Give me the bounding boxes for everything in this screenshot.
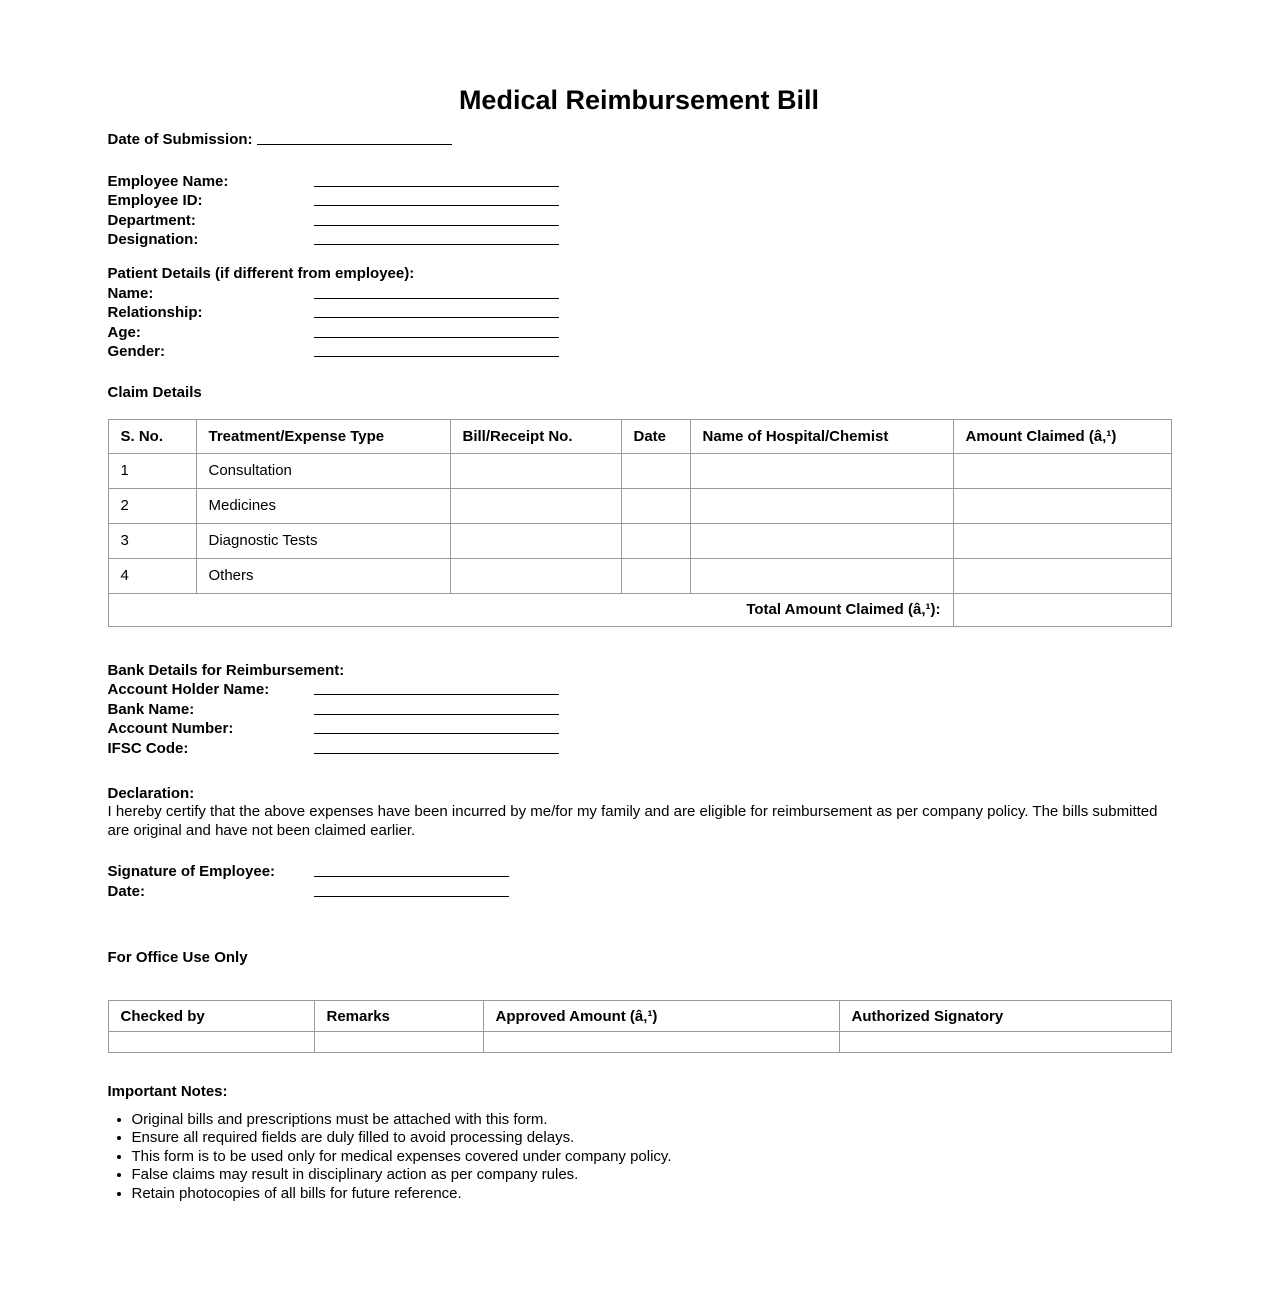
claim-cell-bill-empty [450, 523, 621, 558]
office-table-header-row [108, 1001, 1171, 1032]
signature-date-line [314, 883, 509, 897]
employee-id-label: Employee ID: [107, 192, 203, 210]
relationship-line [314, 304, 559, 318]
claim-cell-hospital-empty [690, 558, 953, 593]
office-cell-remarks-empty [314, 1032, 483, 1053]
relationship-label: Relationship: [107, 304, 203, 322]
designation-line [314, 231, 559, 245]
claim-cell-sno: 3 [108, 523, 196, 558]
claim-header-date: Date [621, 419, 690, 453]
claim-cell-hospital-empty [690, 523, 953, 558]
employee-name-line [314, 173, 559, 187]
office-use-table [108, 1000, 1172, 1053]
note-item: • Retain photocopies of all bills for future reference. [132, 1185, 1171, 1204]
declaration-heading: Declaration: [107, 784, 195, 802]
claim-cell-bill-empty [450, 453, 621, 488]
patient-name-label: Name: [107, 284, 154, 302]
note-item: • This form is to be used only for medical expenses covered under company policy. [132, 1148, 1171, 1167]
important-notes-block [108, 1083, 1171, 1204]
document-page [108, 0, 1171, 1204]
field-row-account-number [108, 719, 1171, 739]
claim-table-total-row [108, 593, 1171, 626]
important-notes-list [108, 1111, 1171, 1204]
claim-cell-date-empty [621, 453, 690, 488]
age-line [314, 324, 559, 338]
date-of-submission-label: Date of Submission: [107, 131, 253, 148]
account-holder-line [314, 681, 559, 695]
claim-table-row [108, 558, 1171, 593]
employee-id-line [314, 192, 559, 206]
claim-header-amount: Amount Claimed (â‚¹) [953, 419, 1171, 453]
total-amount-cell-empty [953, 593, 1171, 626]
claim-details-heading: Claim Details [107, 383, 202, 401]
date-of-submission-line [257, 131, 452, 145]
ifsc-code-label: IFSC Code: [107, 739, 189, 757]
field-row-employee-name [108, 172, 1171, 192]
note-item: • False claims may result in disciplinary action as per company rules. [132, 1166, 1171, 1185]
field-row-employee-id [108, 191, 1171, 211]
field-row-relationship [108, 303, 1171, 323]
account-holder-label: Account Holder Name: [107, 681, 270, 699]
office-header-remarks: Remarks [314, 1001, 483, 1032]
account-number-line [314, 720, 559, 734]
office-cell-authorized-signatory-empty [839, 1032, 1171, 1053]
gender-label: Gender: [107, 343, 166, 361]
claim-table-row [108, 453, 1171, 488]
field-row-age [108, 323, 1171, 343]
signature-label: Signature of Employee: [107, 863, 276, 881]
field-row-ifsc-code [108, 739, 1171, 759]
field-row-signature-date [108, 882, 1171, 902]
patient-details-heading: Patient Details (if different from employee): [107, 264, 415, 282]
signature-block [108, 862, 1171, 901]
claim-cell-bill-empty [450, 558, 621, 593]
claim-cell-date-empty [621, 523, 690, 558]
claim-cell-sno: 4 [108, 558, 196, 593]
claim-cell-amount-empty [953, 453, 1171, 488]
claim-cell-amount-empty [953, 523, 1171, 558]
claim-header-bill: Bill/Receipt No. [450, 419, 621, 453]
signature-date-label: Date: [107, 882, 146, 900]
declaration-text: I hereby certify that the above expenses have been incurred by me/for my family and are eligible for reimbursement as per company policy. The bills submitted are original and have not been claimed earlier. [107, 803, 1158, 839]
field-row-account-holder [108, 680, 1171, 700]
claim-cell-sno: 2 [108, 488, 196, 523]
bank-name-label: Bank Name: [107, 700, 195, 718]
patient-name-line [314, 285, 559, 299]
office-header-approved-amount: Approved Amount (â‚¹) [483, 1001, 839, 1032]
bank-details-heading: Bank Details for Reimbursement: [107, 661, 345, 679]
claim-cell-sno: 1 [108, 453, 196, 488]
bank-details-block [108, 662, 1171, 759]
office-use-heading: For Office Use Only [107, 949, 248, 967]
field-row-signature [108, 862, 1171, 882]
claim-cell-date-empty [621, 558, 690, 593]
office-table-empty-row [108, 1032, 1171, 1053]
page-title: Medical Reimbursement Bill [458, 85, 820, 115]
signature-line [314, 863, 509, 877]
employee-details-block [108, 172, 1171, 250]
employee-name-label: Employee Name: [107, 172, 229, 190]
claim-cell-type: Medicines [196, 488, 450, 523]
account-number-label: Account Number: [107, 720, 234, 738]
claim-cell-type: Others [196, 558, 450, 593]
age-label: Age: [107, 323, 141, 341]
claim-cell-hospital-empty [690, 453, 953, 488]
total-amount-label: Total Amount Claimed (â‚¹): [108, 593, 953, 626]
claim-header-hospital: Name of Hospital/Chemist [690, 419, 953, 453]
patient-details-block [108, 265, 1171, 362]
field-row-bank-name [108, 700, 1171, 720]
office-cell-checked-by-empty [108, 1032, 314, 1053]
claim-header-sno: S. No. [108, 419, 196, 453]
gender-line [314, 343, 559, 357]
department-line [314, 212, 559, 226]
office-header-authorized-signatory: Authorized Signatory [839, 1001, 1171, 1032]
important-notes-heading: Important Notes: [107, 1083, 228, 1101]
declaration-block [108, 785, 1171, 841]
field-row-department [108, 211, 1171, 231]
claim-header-type: Treatment/Expense Type [196, 419, 450, 453]
field-row-gender [108, 342, 1171, 362]
claim-table-header-row [108, 419, 1171, 453]
claim-table-row [108, 488, 1171, 523]
bank-name-line [314, 701, 559, 715]
office-cell-approved-amount-empty [483, 1032, 839, 1053]
field-row-patient-name [108, 284, 1171, 304]
claim-table-row [108, 523, 1171, 558]
claim-cell-amount-empty [953, 558, 1171, 593]
field-row-designation [108, 230, 1171, 250]
office-header-checked-by: Checked by [108, 1001, 314, 1032]
note-item: • Original bills and prescriptions must be attached with this form. [132, 1111, 1171, 1130]
note-item: • Ensure all required fields are duly filled to avoid processing delays. [132, 1129, 1171, 1148]
claim-cell-date-empty [621, 488, 690, 523]
designation-label: Designation: [107, 231, 199, 249]
department-label: Department: [107, 211, 196, 229]
claim-cell-bill-empty [450, 488, 621, 523]
claim-details-table [108, 419, 1172, 627]
claim-cell-amount-empty [953, 488, 1171, 523]
claim-cell-hospital-empty [690, 488, 953, 523]
claim-cell-type: Diagnostic Tests [196, 523, 450, 558]
ifsc-code-line [314, 740, 559, 754]
claim-cell-type: Consultation [196, 453, 450, 488]
date-of-submission-row [108, 130, 1171, 150]
